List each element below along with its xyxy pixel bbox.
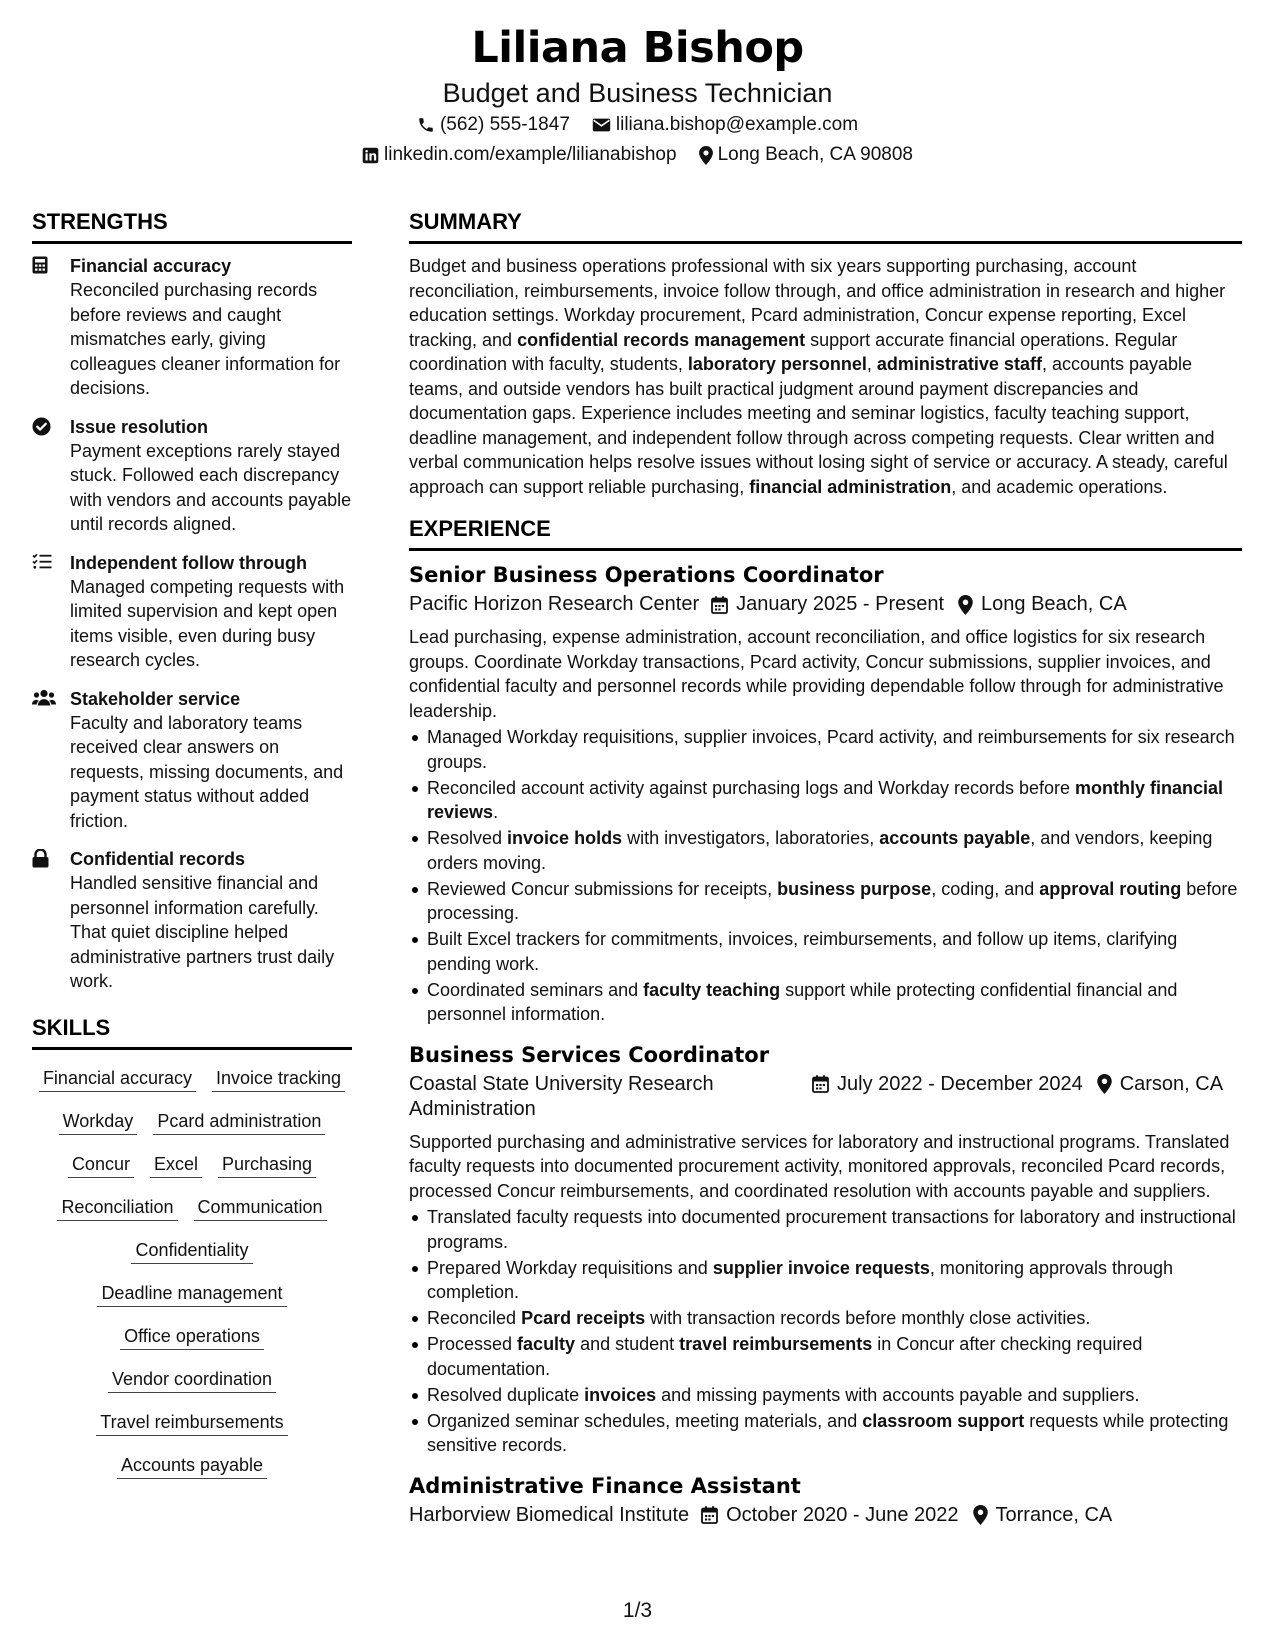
skill-tag: Purchasing [218,1152,316,1178]
map-pin-icon [1097,1074,1112,1094]
job-meta [409,1503,1242,1528]
job-dates [701,1503,958,1528]
bold-keyword: approval routing [1039,878,1182,899]
bullet-item [409,725,1242,774]
skill-tag: Vendor coordination [108,1367,276,1393]
bold-keyword: Pcard receipts [521,1308,646,1328]
bold-keyword: laboratory personnel [687,354,867,374]
strength-item [32,551,352,673]
strength-desc: Faculty and laboratory teams received clear answers on requests, missing documents, and payment status without added friction. [70,712,344,831]
bold-keyword: business purpose [777,878,932,899]
strength-item [32,847,352,994]
job-entry [409,561,1242,1027]
experience-heading: EXPERIENCE [409,515,1242,551]
job-title: Administrative Finance Assistant [409,1473,801,1498]
strength-title: Issue resolution [70,416,209,437]
strength-title: Financial accuracy [70,256,232,276]
text-run: , and academic operations. [951,476,1168,497]
text-run: Coordinated seminars and [427,979,644,1000]
summary-heading: SUMMARY [409,208,1242,244]
job-entry [409,1472,1242,1528]
text-run: before processing. [427,878,1238,923]
job-location [973,1503,1113,1528]
page-number: 1/3 [622,1599,653,1622]
job-bullets [409,1205,1242,1458]
job-meta [409,1072,1242,1122]
skill-tag: Communication [194,1195,327,1221]
bold-keyword: faculty [517,1334,576,1354]
text-run: with transaction records before monthly close activities. [645,1308,1091,1328]
text-run: . [493,802,499,822]
text-run: Processed [427,1334,518,1354]
bullet-item [409,1256,1242,1305]
skill-tag: Confidentiality [131,1238,252,1264]
job-location-text: Torrance, CA [995,1503,1113,1526]
email-item[interactable] [592,110,858,140]
strength-title: Confidential records [70,849,246,869]
text-run: Built Excel trackers for commitments, invoices, reimbursements, and follow up items, clarifying pending work. [427,929,1178,974]
skill-tag: Workday [59,1109,138,1135]
calculator-icon [32,256,48,274]
map-pin-icon [699,146,713,165]
location-item [699,140,913,170]
text-run: , monitoring approvals through completion. [427,1257,1174,1302]
calendar-icon [711,596,728,614]
bold-keyword: administrative staff [876,354,1042,374]
strength-desc: Payment exceptions rarely stayed stuck. Followed each discrepancy with vendors and accounts payable until records aligned. [70,440,352,534]
text-run: requests while protecting sensitive records. [427,1410,1229,1455]
email-text[interactable]: liliana.bishop@example.com [615,114,859,135]
job-title: Business Services Coordinator [409,1042,770,1067]
job-location-text: Carson, CA [1119,1072,1224,1095]
text-run: Reconciled account activity against purchasing logs and Workday records before [427,777,1076,798]
job-dates-text: October 2020 - June 2022 [726,1503,959,1526]
strength-item [32,415,352,537]
text-run: Prepared Workday requisitions and [427,1257,713,1278]
job-location [1097,1072,1223,1097]
text-run: Reconciled [427,1308,522,1328]
candidate-name: Liliana Bishop [471,23,804,73]
phone-item [417,110,570,140]
text-run: in Concur after checking required documentation. [427,1334,1143,1379]
left-column [32,208,352,1479]
strength-title: Independent follow through [70,552,307,573]
skill-tag: Financial accuracy [39,1066,196,1092]
text-run: , [866,354,877,374]
bullet-item [409,1306,1242,1331]
text-run: , accounts payable teams, and outside vendors has built practical judgment around payment discrepancies and documentation gaps. Experience includes meeting and seminar logistics, faculty teaching support, deadline management, and independent follow through across competing requests. Clear written and verbal communication helps resolve issues without losing sight of service or accuracy. A steady, careful approach can support reliable purchasing, [409,354,1228,497]
bullet-item [409,776,1242,825]
skill-tag: Concur [68,1152,134,1178]
job-dates-text: January 2025 - Present [736,593,945,615]
skill-tag: Accounts payable [117,1453,267,1479]
location-text: Long Beach, CA 90808 [717,144,913,165]
strength-desc: Handled sensitive financial and personnel information carefully. That quiet discipline helped administrative partners trust daily work. [70,873,335,991]
check-circle-icon [32,417,51,436]
skill-tag: Invoice tracking [212,1066,345,1092]
job-dates-text: July 2022 - December 2024 [837,1072,1083,1095]
phone-text: (562) 555-1847 [439,114,570,135]
bold-keyword: confidential records management [517,329,806,350]
bullet-item [409,877,1242,926]
text-run: and missing payments with accounts payable and suppliers. [656,1384,1140,1405]
resume-header [0,22,1275,170]
envelope-icon [592,117,611,133]
bullet-item [409,826,1242,875]
bold-keyword: monthly financial reviews [427,777,1224,822]
phone-icon [417,116,435,134]
linkedin-text[interactable]: linkedin.com/example/lilianabishop [384,144,677,165]
strength-desc: Reconciled purchasing records before reviews and caught mismatches early, giving colleagues cleaner information for decisions. [70,280,341,398]
skill-tag: Excel [150,1152,202,1178]
bold-keyword: classroom support [862,1410,1025,1431]
bold-keyword: invoices [584,1384,657,1405]
text-run: Budget and business operations professional with six years supporting purchasing, account reconciliation, reimbursements, invoice follow through, and office administration in research and higher education settings. Workday procurement, Pcard administration, Concur expense reporting, Excel tracking, and [409,256,1226,350]
text-run: support accurate financial operations. Regular coordination with faculty, students, [409,329,1178,374]
calendar-icon [701,1506,718,1524]
text-run: Translated faculty requests into documented procurement transactions for laboratory and instructional programs. [427,1207,1236,1252]
job-organization: Coastal State University Research Administration [409,1072,714,1120]
text-run: Resolved duplicate [427,1384,585,1405]
bold-keyword: invoice holds [507,828,623,848]
skill-tag: Reconciliation [57,1195,177,1221]
bullet-item [409,927,1242,976]
skill-tag: Pcard administration [153,1109,325,1135]
checklist-icon [32,553,52,570]
strength-item [32,687,352,834]
text-run: and student [575,1334,680,1354]
text-run: , coding, and [931,878,1040,899]
summary-text [409,254,1242,499]
experience-list [409,561,1242,1528]
text-run: Organized seminar schedules, meeting materials, and [427,1410,863,1431]
map-pin-icon [973,1505,988,1525]
linkedin-icon [362,147,379,164]
skills-heading: SKILLS [32,1014,352,1050]
strength-desc: Managed competing requests with limited supervision and kept open items visible, even during busy research cycles. [70,576,345,670]
job-organization: Pacific Horizon Research Center [409,593,700,615]
bold-keyword: faculty teaching [643,979,781,1000]
job-title: Senior Business Operations Coordinator [409,563,884,587]
bold-keyword: accounts payable [879,828,1031,848]
lock-icon [32,849,49,868]
contact-row-2 [0,140,1275,170]
job-bullets [409,725,1242,1027]
strength-title: Stakeholder service [70,688,241,709]
bold-keyword: travel reimbursements [679,1334,873,1354]
bullet-item [409,1332,1242,1381]
job-description: Lead purchasing, expense administration, account reconciliation, and office logistics for six research groups. Coordinate Workday transactions, Pcard activity, Concur submissions, supplier invoices, and confidential faculty and personnel records while providing dependable follow through for administrative leadership. [409,627,1224,721]
job-location [958,592,1127,617]
users-icon [32,689,56,706]
skills-list [32,1066,352,1479]
job-meta [409,592,1242,617]
candidate-title: Budget and Business Technician [442,78,833,108]
strengths-heading: STRENGTHS [32,208,352,244]
bullet-item [409,978,1242,1027]
strength-item [32,254,352,401]
skill-tag: Deadline management [97,1281,286,1307]
job-dates [711,592,944,617]
map-pin-icon [958,595,973,615]
text-run: Managed Workday requisitions, supplier invoices, Pcard activity, and reimbursements for six research groups. [427,727,1235,772]
text-run: with investigators, laboratories, [622,828,880,848]
job-description: Supported purchasing and administrative services for laboratory and instructional programs. Translated faculty requests into documented procurement activity, monitored approvals, reconciled Pcard records, processed Concur reimbursements, and coordinated resolution with accounts payable and suppliers. [409,1131,1230,1201]
text-run: Resolved [427,828,508,848]
job-location-text: Long Beach, CA [981,593,1127,615]
text-run: , and vendors, keeping orders moving. [427,828,1213,873]
skill-tag: Travel reimbursements [96,1410,287,1436]
job-dates [812,1072,1083,1097]
bullet-item [409,1383,1242,1408]
linkedin-item[interactable] [362,140,677,170]
calendar-icon [812,1075,829,1093]
bullet-item [409,1409,1242,1458]
job-organization: Harborview Biomedical Institute [409,1503,690,1526]
job-entry [409,1041,1242,1458]
bullet-item [409,1205,1242,1254]
bold-keyword: financial administration [749,476,952,497]
right-column [409,208,1242,1528]
skill-tag: Office operations [120,1324,264,1350]
text-run: support while protecting confidential financial and personnel information. [427,979,1178,1024]
contact-row-1 [0,110,1275,140]
bold-keyword: supplier invoice requests [712,1257,930,1278]
text-run: Reviewed Concur submissions for receipts, [427,878,778,899]
